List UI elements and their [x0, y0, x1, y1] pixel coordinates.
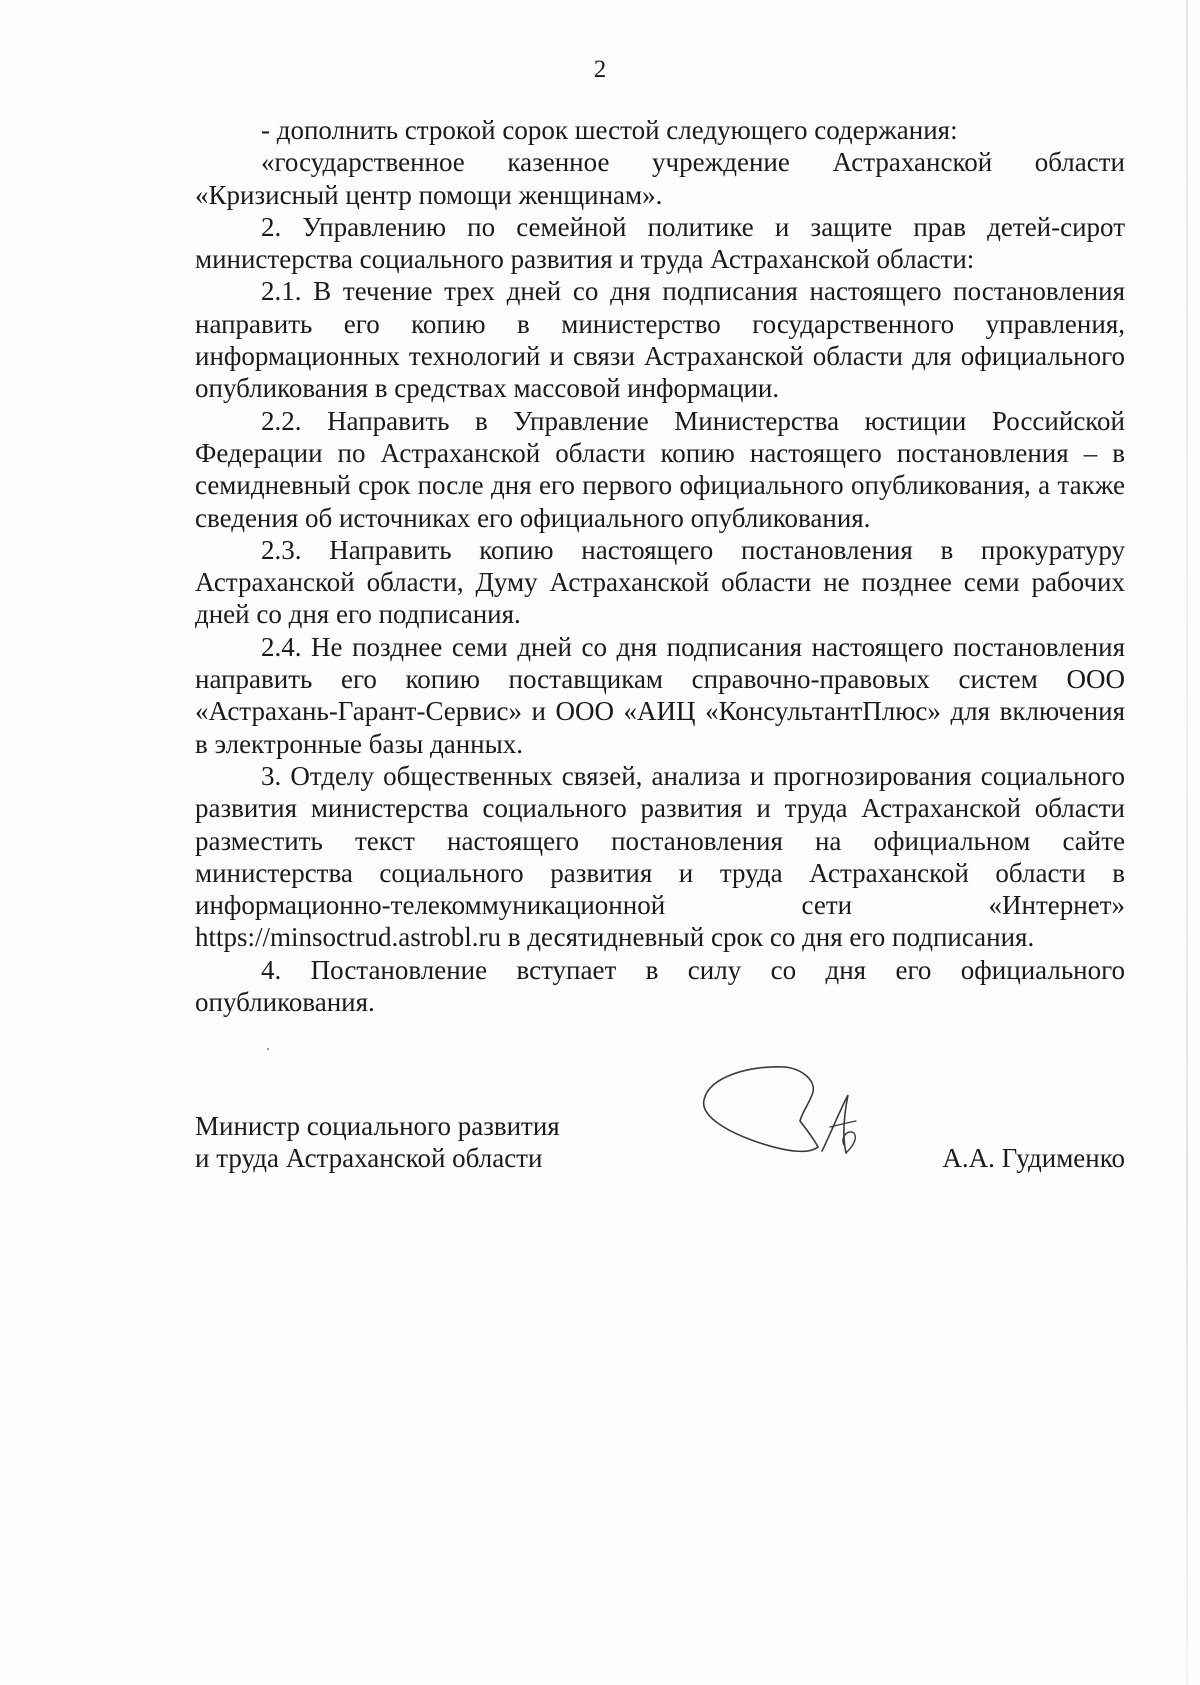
paragraph-amendment-intro: - дополнить строкой сорок шестой следующего содержания:	[261, 115, 958, 145]
paragraph-item-2-3: 2.3. Направить копию настоящего постановления в прокуратуру Астраханской области, Думу Астраханской области не позднее семи рабочих дней со дня его подписания.	[195, 534, 1125, 630]
paragraph-item-2-4: 2.4. Не позднее семи дней со дня подписания настоящего постановления направить его копию поставщикам справочно-правовых систем ООО «Астрахань-Гарант-Сервис» и ООО «АИЦ «КонсультантПлюс» для включения в электронные базы данных.	[195, 631, 1125, 759]
scan-edge	[1186, 0, 1188, 1685]
paragraph-amendment-text: «государственное казенное учреждение Астраханской области «Кризисный центр помощи женщинам».	[195, 147, 1125, 210]
document-body	[195, 114, 1125, 1018]
paragraph-item-3: 3. Отделу общественных связей, анализа и прогнозирования социального развития министерства социального развития и труда Астраханской области разместить текст настоящего постановления на официальном сайте министерства социального развития и труда Астраханской области в информационно-телекоммуникационной сети «Интернет» https://minsoctrud.astrobl.ru в десятидневный срок со дня его подписания.	[195, 760, 1125, 953]
page-number: 2	[593, 56, 607, 83]
signature-block	[195, 1110, 1125, 1200]
paragraph-item-4: 4. Постановление вступает в силу со дня его официального опубликования.	[195, 954, 1125, 1018]
paragraph-item-2-1: 2.1. В течение трех дней со дня подписания настоящего постановления направить его копию в министерство государственного управления, информационных технологий и связи Астраханской области для официального опубликования в средствах массовой информации.	[195, 276, 1125, 404]
signer-title	[195, 1110, 560, 1174]
paragraph-item-2-2: 2.2. Направить в Управление Министерства юстиции Российской Федерации по Астраханской области копию настоящего постановления – в семидневный срок после дня его первого официального опубликования, а также сведения об источниках его официального опубликования.	[195, 405, 1125, 533]
signer-title-line2: и труда Астраханской области	[195, 1143, 543, 1173]
signer-title-line1: Министр социального развития	[195, 1111, 560, 1141]
signer-name: А.А. Гудименко	[942, 1143, 1125, 1173]
paragraph-item-2: 2. Управлению по семейной политике и защите прав детей-сирот министерства социального развития и труда Астраханской области:	[195, 211, 1125, 275]
scan-speck	[267, 1048, 269, 1050]
